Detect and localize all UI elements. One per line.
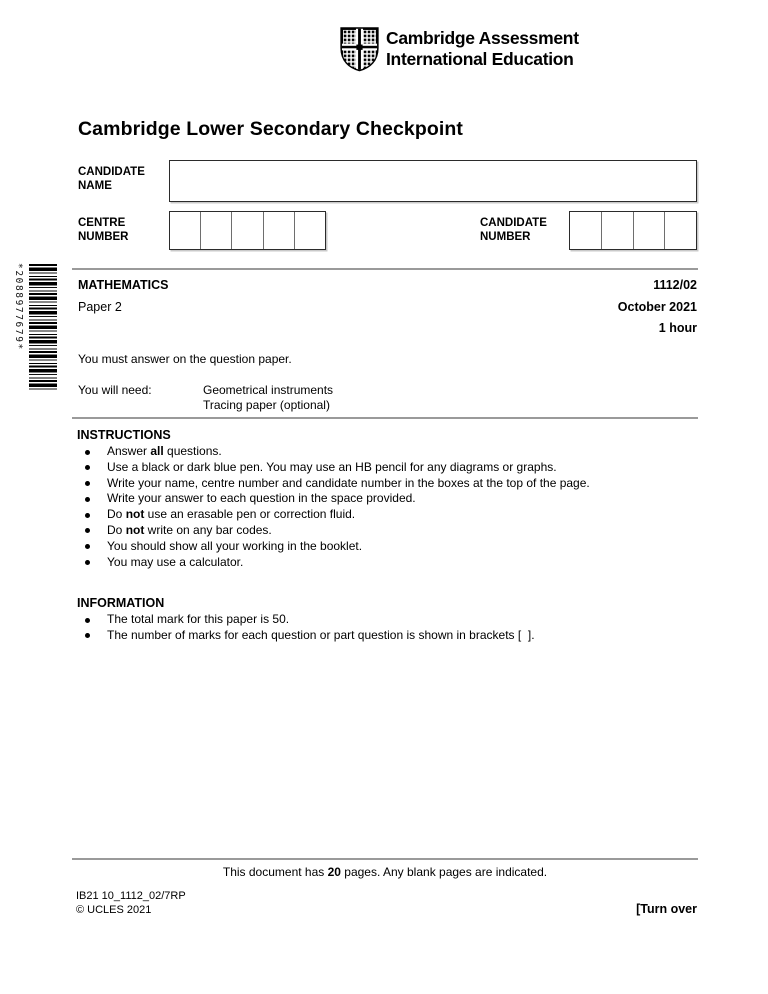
bullet-icon: [85, 618, 90, 623]
pages-note: This document has 20 pages. Any blank pages are indicated.: [222, 865, 548, 879]
centre-number-cell[interactable]: [263, 212, 294, 249]
instruction-item: [77, 539, 697, 555]
cambridge-logo: [340, 26, 579, 72]
information-list: [77, 612, 697, 644]
instruction-item: [77, 555, 697, 571]
divider-rule-middle: [72, 417, 698, 419]
centre-number-cell[interactable]: [231, 212, 262, 249]
cambridge-logo-text: [386, 26, 579, 69]
instruction-text: You may use a calculator.: [107, 554, 244, 569]
information-item: [77, 612, 697, 628]
candidate-number-cell[interactable]: [664, 212, 696, 249]
instruction-item: [77, 476, 697, 492]
turn-over-label: [Turn over: [636, 902, 697, 916]
bullet-icon: [85, 544, 90, 549]
centre-number-label: CENTRE NUMBER: [78, 217, 129, 243]
divider-rule-top: [72, 268, 698, 270]
barcode-number: *2088977679*: [13, 263, 24, 351]
footer-reference: IB21 10_1112_02/7RP: [76, 890, 186, 902]
divider-rule-bottom: [72, 858, 698, 860]
logo-line-1: Cambridge Assessment: [386, 28, 579, 48]
candidate-number-label: CANDIDATE NUMBER: [480, 217, 547, 243]
page-title: Cambridge Lower Secondary Checkpoint: [78, 118, 464, 140]
instruction-text: Do not use an erasable pen or correction fluid.: [107, 507, 356, 522]
need-item: Tracing paper (optional): [203, 397, 330, 412]
bullet-icon: [85, 528, 90, 533]
need-item: Geometrical instruments: [203, 383, 334, 397]
instructions-list: [77, 444, 697, 570]
answer-note: You must answer on the question paper.: [78, 352, 292, 366]
centre-number-cell[interactable]: [294, 212, 325, 249]
bullet-icon: [85, 465, 90, 470]
paper-code: 1112/02: [653, 278, 697, 292]
instruction-item: [77, 444, 697, 460]
instruction-text: Answer all questions.: [107, 444, 222, 458]
logo-line-2: International Education: [386, 48, 574, 69]
candidate-number-cell[interactable]: [633, 212, 665, 249]
bullet-icon: [85, 481, 90, 486]
footer-copyright: © UCLES 2021: [76, 904, 152, 916]
bullet-icon: [85, 633, 90, 638]
you-will-need-label: You will need:: [78, 383, 152, 397]
instruction-text: Write your answer to each question in the space provided.: [107, 491, 416, 506]
information-heading: INFORMATION: [77, 596, 165, 610]
candidate-name-label: CANDIDATE NAME: [78, 166, 145, 192]
information-item: [77, 628, 697, 644]
instruction-item: [77, 491, 697, 507]
instruction-item: [77, 523, 697, 539]
exam-duration: 1 hour: [658, 321, 697, 335]
candidate-number-field[interactable]: [569, 211, 697, 250]
instructions-heading: INSTRUCTIONS: [77, 428, 171, 442]
bullet-icon: [85, 513, 90, 518]
you-will-need-items: [203, 383, 333, 412]
cambridge-shield-icon: [340, 26, 379, 72]
instruction-item: [77, 507, 697, 523]
exam-session: October 2021: [617, 300, 697, 314]
instruction-text: You should show all your working in the booklet.: [107, 538, 363, 553]
instruction-text: Write your name, centre number and candidate number in the boxes at the top of the page.: [107, 475, 590, 490]
centre-number-cell[interactable]: [170, 212, 200, 249]
information-text: The number of marks for each question or part question is shown in brackets [ ].: [107, 627, 535, 642]
barcode-image: [29, 264, 57, 390]
instruction-text: Do not write on any bar codes.: [107, 522, 272, 537]
centre-number-cell[interactable]: [200, 212, 231, 249]
candidate-name-field[interactable]: [169, 160, 697, 202]
instruction-item: [77, 460, 697, 476]
paper-number: Paper 2: [78, 300, 122, 314]
instruction-text: Use a black or dark blue pen. You may use an HB pencil for any diagrams or graphs.: [107, 459, 557, 474]
subject-row: [78, 278, 697, 292]
bullet-icon: [85, 450, 90, 455]
candidate-number-cell[interactable]: [601, 212, 633, 249]
paper-row: [78, 300, 697, 314]
information-text: The total mark for this paper is 50.: [107, 612, 290, 626]
bullet-icon: [85, 560, 90, 565]
candidate-number-cell[interactable]: [570, 212, 601, 249]
subject-name: MATHEMATICS: [78, 278, 169, 292]
centre-number-field[interactable]: [169, 211, 326, 250]
bullet-icon: [85, 497, 90, 502]
